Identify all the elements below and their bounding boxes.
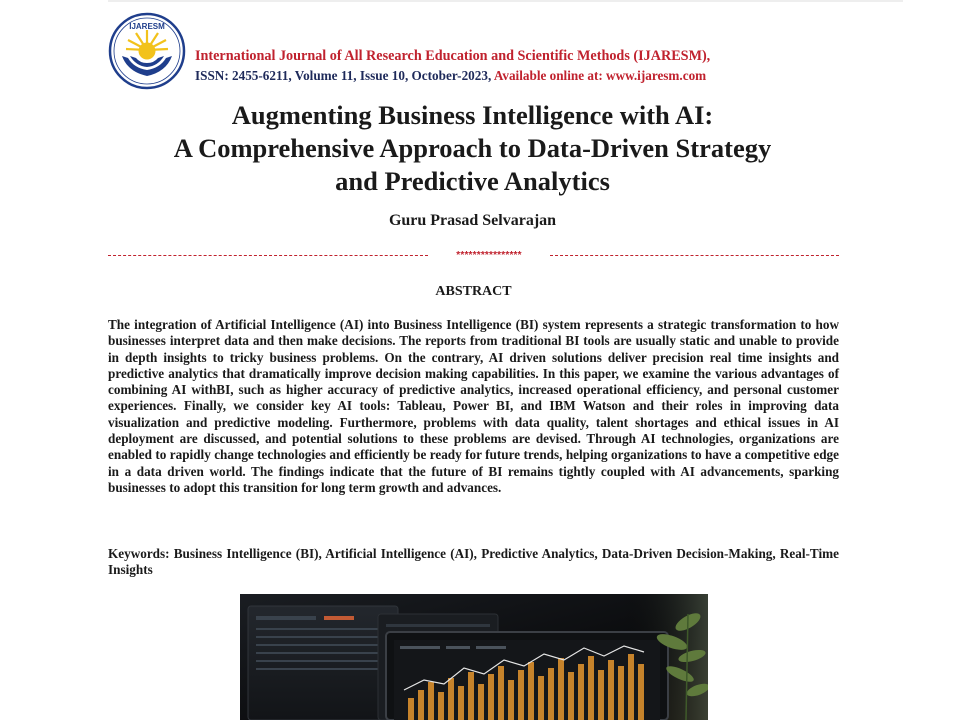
journal-issue-line bbox=[195, 68, 706, 84]
issue-info: ISSN: 2455-6211, Volume 11, Issue 10, October-2023, bbox=[195, 68, 492, 83]
divider-dashes-right bbox=[550, 255, 839, 256]
divider-dashes-left bbox=[108, 255, 428, 256]
ijaresm-logo-icon bbox=[108, 12, 186, 90]
title-line: and Predictive Analytics bbox=[335, 166, 610, 196]
section-divider bbox=[108, 250, 839, 264]
journal-name: International Journal of All Research Education and Scientific Methods (IJARESM), bbox=[195, 48, 711, 64]
author-name: Guru Prasad Selvarajan bbox=[388, 212, 557, 229]
abstract-body: The integration of Artificial Intelligence (AI) into Business Intelligence (BI) system represents a strategic transformation to how businesses interpret data and then make decisions. The reports from traditional BI tools are usually static and unable to provide in depth insights to tricky business problems. On the contrary, AI driven solutions deliver precision real time insights and predictive analytics that dramatically improve decision making capabilities. In this paper, we examine the various advantages of combining AI withBI, such as higher accuracy of predictive analytics, increased operational efficiency, and personal customer experiences. Finally, we consider key AI tools: Tableau, Power BI, and IBM Watson and their roles in improving data visualization and predictive modeling. Furthermore, problems with data quality, talent shortages and ethical issues in AI deployment are discussed, and potential solutions to these problems are devised. Through AI technologies, organizations are enabled to rapidly change technologies and efficiently be ready for future trends, helping organizations to have a competitive edge in a data driven world. The findings indicate that the future of BI remains tightly coupled with AI advancements, sparking businesses to adopt this transition for long term growth and advances. bbox=[108, 317, 839, 495]
divider-stars: **************** bbox=[456, 250, 522, 261]
page-top-border bbox=[108, 0, 903, 2]
abstract-heading: ABSTRACT bbox=[435, 284, 512, 299]
journal-header bbox=[108, 12, 848, 90]
logo-text: IJARESM bbox=[129, 22, 165, 31]
availability-text: Available online at: www.ijaresm.com bbox=[493, 68, 707, 83]
page-title bbox=[100, 99, 845, 198]
dashboard-laptops-photo bbox=[240, 594, 708, 720]
title-line: Augmenting Business Intelligence with AI: bbox=[231, 100, 714, 130]
keywords: Keywords: Business Intelligence (BI), Artificial Intelligence (AI), Predictive Analytics, Data-Driven Decision-Making, Real-Time Insights bbox=[108, 546, 839, 578]
title-line: A Comprehensive Approach to Data-Driven Strategy bbox=[173, 133, 772, 163]
